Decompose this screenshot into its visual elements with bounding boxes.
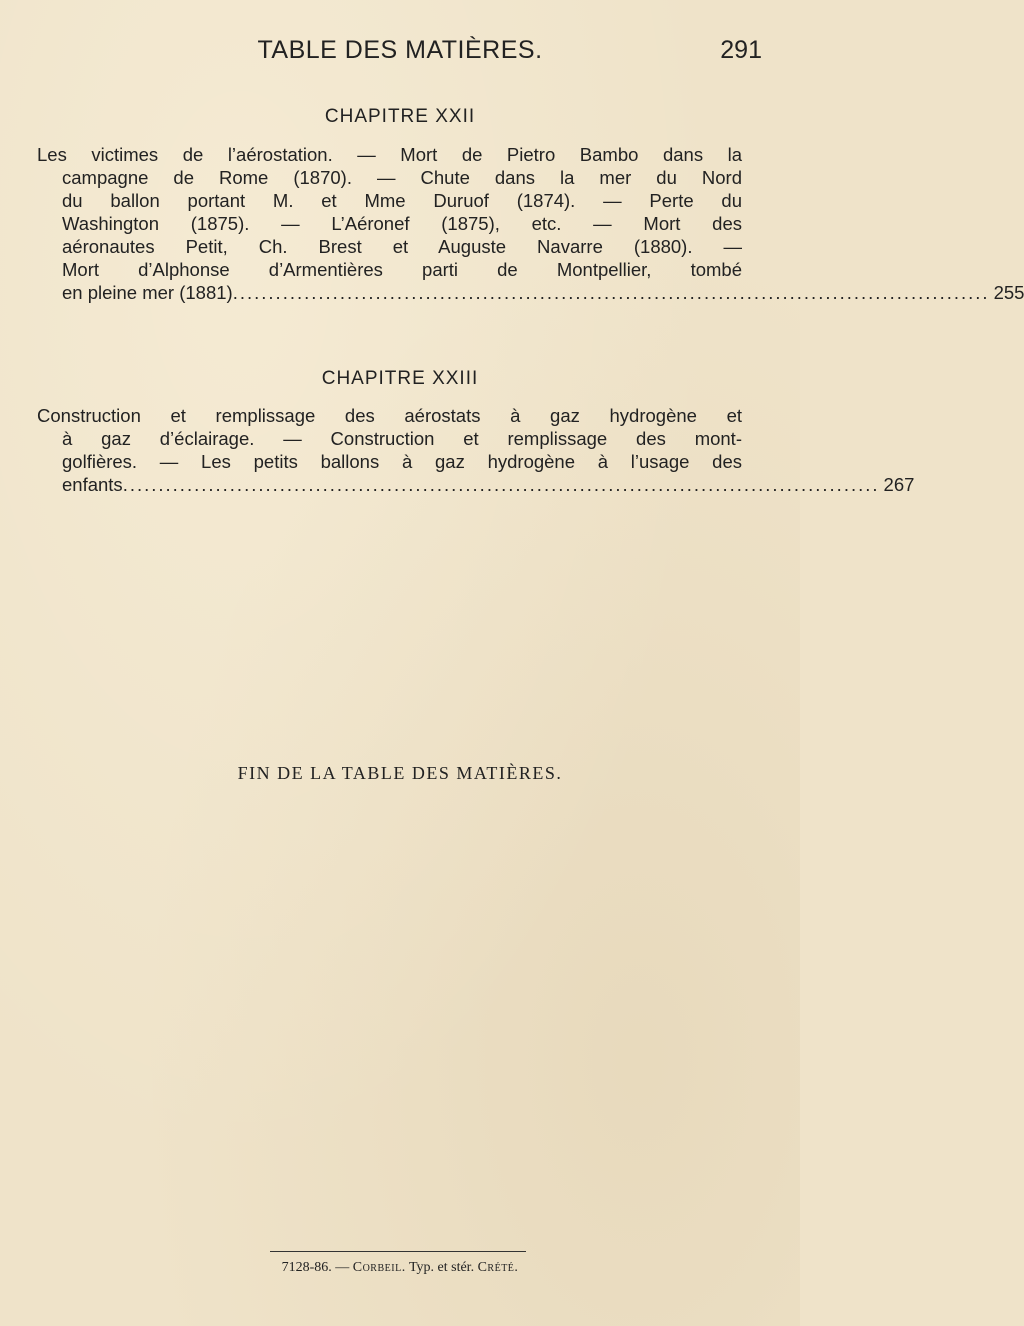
entry-page-number: 255 [993,282,1024,303]
entry-line: campagne de Rome (1870). — Chute dans la mer du Nord [62,167,742,188]
imprint-name: Crété. [477,1260,519,1275]
entry-line: Construction et remplissage des aérostats à gaz hydrogène et [37,405,742,426]
printer-imprint [0,1260,800,1276]
page-number: 291 [720,36,762,64]
dot-leader: .......................................................................................................... [122,474,880,495]
chapter-heading-xxiii: CHAPITRE XXIII [321,368,479,389]
entry-line: Les victimes de l’aérostation. — Mort de Pietro Bambo dans la [37,144,742,165]
entry-line: du ballon portant M. et Mme Duruof (1874). — Perte du [62,190,742,211]
imprint-city: Corbeil. [352,1260,406,1275]
entry-line: enfants [62,474,123,495]
toc-entry-xxii [37,143,1024,304]
chapter-heading-xxii: CHAPITRE XXII [324,106,476,127]
imprint-code: 7128-86. — [281,1260,350,1275]
end-note: FIN DE LA TABLE DES MATIÈRES. [237,763,563,783]
toc-entry-xxiii [37,404,915,496]
entry-final-line [62,281,1024,304]
entry-line: Mort d’Alphonse d’Armentières parti de Montpellier, tombé [62,259,742,280]
entry-line: à gaz d’éclairage. — Construction et remplissage des mont- [62,428,742,449]
entry-line: golfières. — Les petits ballons à gaz hydrogène à l’usage des [62,451,742,472]
entry-line: aéronautes Petit, Ch. Brest et Auguste Navarre (1880). — [62,236,742,257]
entry-line: Washington (1875). — L’Aéronef (1875), etc. — Mort des [62,213,742,234]
footer-rule [270,1251,526,1252]
entry-page-number: 267 [883,474,915,495]
entry-final-line [62,473,915,496]
dot-leader: .......................................................................................................... [232,282,990,303]
entry-line: en pleine mer (1881) [62,282,233,303]
running-title: TABLE DES MATIÈRES. [257,36,543,64]
running-head [0,36,800,68]
imprint-printer: Typ. et stér. [408,1260,475,1275]
